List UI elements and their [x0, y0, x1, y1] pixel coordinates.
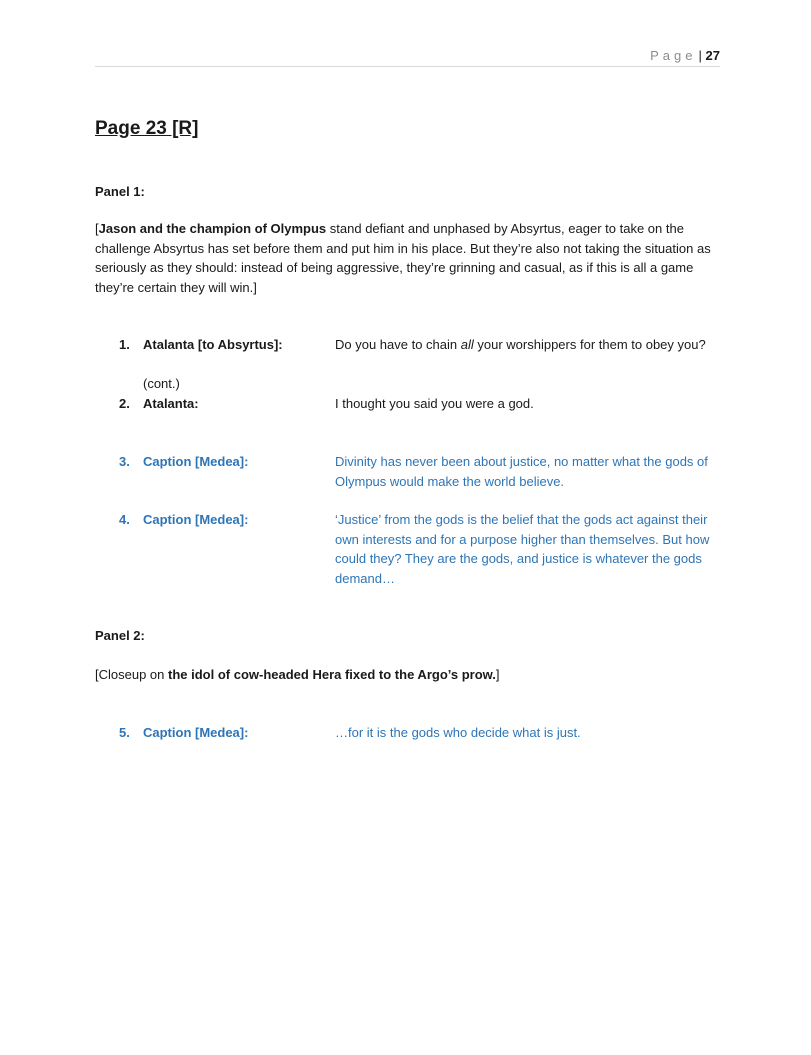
page-number: 27: [705, 48, 720, 63]
line-speaker: Atalanta:: [143, 396, 199, 411]
line-number: 1.: [119, 337, 130, 352]
panel-1-description-rest: stand defiant and unphased by Absyrtus, eager to take on the challenge Absyrtus has set before them and put him in his place. But they’re also not taking the situation as seriously as they should: instead of being aggressive, they’re grinning and casual, as if this is all a game they’re certain they will win.]: [95, 221, 711, 295]
panel-2-heading: Panel 2:: [95, 628, 145, 643]
line-text: Divinity has never been about justice, no matter what the gods of Olympus would make the world believe.: [335, 454, 708, 489]
line-number: 2.: [119, 396, 130, 411]
line-text: …for it is the gods who decide what is just.: [335, 725, 581, 740]
script-line-3: [0, 452, 811, 489]
script-line-1: [0, 335, 811, 355]
script-line-2: [0, 394, 811, 414]
page-label: Page: [650, 48, 697, 63]
line-text-after: your worshippers for them to obey you?: [473, 337, 706, 352]
line-text: [335, 335, 720, 355]
line-text-emphasis: all: [460, 337, 474, 352]
continued-label: (cont.): [143, 376, 180, 391]
line-speaker: Caption [Medea]:: [143, 512, 249, 527]
line-speaker: Caption [Medea]:: [143, 454, 249, 469]
line-text-before: Do you have to chain: [335, 337, 461, 352]
line-text: ‘Justice’ from the gods is the belief that the gods act against their own interests and for a purpose higher than themselves. But how could they? They are the gods, and justice is whatever the gods demand…: [335, 512, 710, 586]
panel-2-description: [95, 665, 721, 685]
panel-1-description: [95, 219, 721, 297]
line-number: 5.: [119, 725, 130, 740]
line-number: 3.: [119, 454, 130, 469]
page-separator: |: [698, 48, 702, 63]
panel-2-description-open: [Closeup on: [95, 667, 168, 682]
line-text: I thought you said you were a god.: [335, 396, 534, 411]
line-speaker: Atalanta [to Absyrtus]:: [143, 337, 283, 352]
panel-1-description-bold: Jason and the champion of Olympus: [98, 221, 327, 236]
line-speaker: Caption [Medea]:: [143, 725, 249, 740]
page-header: [95, 48, 720, 67]
script-line-5: [0, 723, 811, 743]
panel-1-heading: Panel 1:: [95, 184, 145, 199]
panel-1-description-open: [: [95, 221, 99, 236]
script-line-4: [0, 510, 811, 586]
line-number: 4.: [119, 512, 130, 527]
page-title: Page 23 [R]: [95, 118, 199, 139]
panel-2-description-rest: ]: [495, 667, 500, 682]
panel-2-description-bold: the idol of cow-headed Hera fixed to the Argo’s prow.: [168, 667, 496, 682]
